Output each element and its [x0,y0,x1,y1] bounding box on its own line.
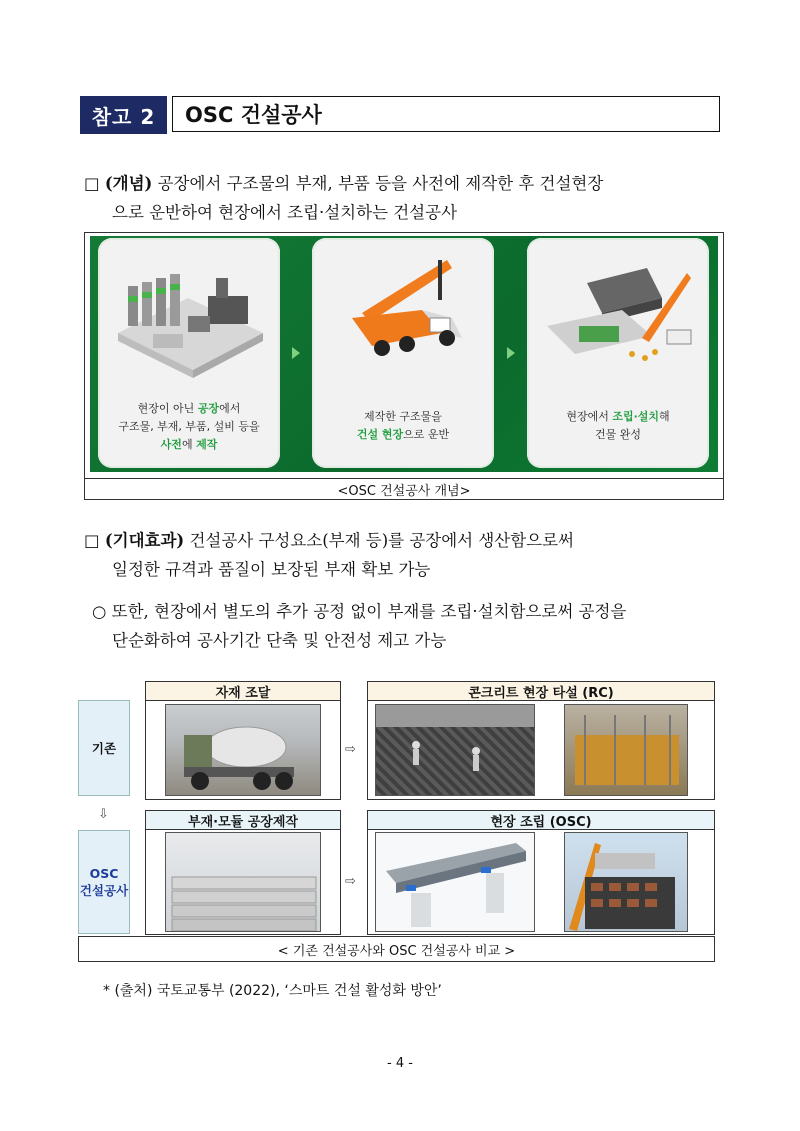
row-label-osc: OSC 건설공사 [78,830,130,934]
bridge-girder-photo [375,832,535,932]
concept-card-factory [98,238,280,468]
concept-card-transport [312,238,494,468]
header-assembly: 현장 조립 (OSC) [367,810,715,830]
modular-building-photo [564,832,688,932]
crane-truck-illustration [312,238,494,388]
effects-sub-line-1: ○ 또한, 현장에서 별도의 추가 공정 없이 부재를 조립·설치함으로써 공정을 [92,602,627,621]
formwork-photo [564,704,688,796]
effects-label: (기대효과) [104,531,185,550]
header-material: 자재 조달 [145,681,341,701]
concept-figure-caption: <OSC 건설공사 개념> [84,478,724,500]
effects-sub-line-2: 단순화하여 공사기간 단축 및 안전성 제고 가능 [112,631,447,650]
effects-line-2: 일정한 규격과 품질이 보장된 부재 확보 가능 [112,560,431,579]
workers-graphic [376,705,535,796]
arrow-right-icon [507,347,515,359]
arrow-right-icon: ⇨ [345,874,356,889]
concept-text-1: 공장에서 구조물의 부재, 부품 등을 사전에 제작한 후 건설현장 [152,174,604,193]
concept-label: (개념) [104,174,153,193]
header-concrete: 콘크리트 현장 타설 (RC) [367,681,715,701]
precast-slabs-photo [165,832,321,932]
concept-line-2: 으로 운반하여 현장에서 조립·설치하는 건설공사 [112,203,458,222]
arrow-down-icon: ⇩ [98,807,109,822]
card-transport-text: 제작한 구조물을 건설 현장으로 운반 [356,410,450,441]
section-title: OSC 건설공사 [172,96,720,132]
concept-card-assembly [527,238,709,468]
arrow-right-icon [292,347,300,359]
card-assembly-text: 현장에서 조립·설치해 건물 완성 [566,410,670,441]
source-note: * (출처) 국토교통부 (2022), ‘스마트 건설 활성화 방안’ [103,983,442,999]
effects-line-1 [84,527,574,555]
card-factory-text: 현장이 아닌 공장에서 구조물, 부재, 부품, 설비 등을 사전에 제작 [118,402,260,451]
effects-text-1: 건설공사 구성요소(부재 등)를 공장에서 생산함으로써 [184,531,574,550]
slabs-graphic [166,833,321,932]
page-number: - 4 - [387,1056,413,1071]
formwork-graphic [565,705,688,796]
cement-mixer-photo [165,704,321,796]
reference-tag: 참고 2 [80,96,167,134]
factory-illustration [98,238,280,388]
concept-line-1 [84,170,603,198]
row-label-existing: 기존 [78,700,130,796]
header-factory: 부재·모듈 공장제작 [145,810,341,830]
rebar-site-photo [375,704,535,796]
arrow-right-icon: ⇨ [345,742,356,757]
bridge-graphic [376,833,535,932]
modular-graphic [565,833,688,932]
mixer-truck-graphic [166,705,321,796]
concept-bullet: □ [84,174,100,193]
comparison-figure-caption: < 기존 건설공사와 OSC 건설공사 비교 > [78,936,715,962]
assembly-illustration [527,238,709,388]
effects-bullet: □ [84,531,100,550]
sub-bullet: ○ [92,602,107,621]
comparison-figure [78,677,715,962]
